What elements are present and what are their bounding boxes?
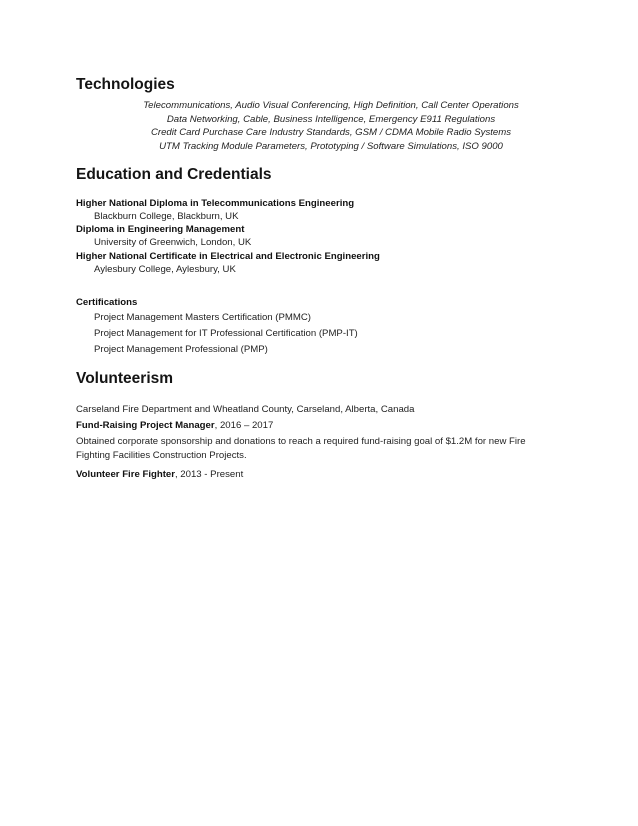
volunteer-role-dates: , 2016 – 2017 [214,420,274,431]
volunteerism-heading: Volunteerism [76,370,174,387]
certifications-heading: Certifications [76,297,138,308]
technologies-line: Data Networking, Cable, Business Intelligence, Emergency E911 Regulations [166,113,496,125]
volunteer-role-fundraising [76,419,273,432]
technologies-line: Telecommunications, Audio Visual Conferencing, High Definition, Call Center Operations [143,100,519,111]
education-heading: Education and Credentials [76,166,272,183]
certification-item: Project Management for IT Professional Certification (PMP-IT) [94,328,358,339]
technologies-list [76,99,586,153]
technologies-line: Credit Card Purchase Care Industry Standards, GSM / CDMA Mobile Radio Systems [150,127,512,139]
volunteer-role-dates: , 2013 - Present [174,469,244,480]
volunteer-role-description: Obtained corporate sponsorship and donations to reach a required fund-raising goal of $1.2M for new Fire [76,436,526,447]
education-item-institution: Blackburn College, Blackburn, UK [94,211,239,222]
education-item-institution: University of Greenwich, London, UK [94,237,252,248]
certification-item: Project Management Masters Certification (PMMC) [94,312,311,323]
volunteer-role-firefighter [76,468,243,481]
education-item-title: Higher National Certificate in Electrical and Electronic Engineering [76,251,380,262]
technologies-heading: Technologies [76,76,175,93]
education-item-title: Higher National Diploma in Telecommunications Engineering [76,198,355,209]
volunteer-role-title: Volunteer Fire Fighter [76,469,175,480]
volunteer-role-title: Fund-Raising Project Manager [76,420,215,431]
education-item-institution: Aylesbury College, Aylesbury, UK [94,264,236,275]
volunteer-organization: Carseland Fire Department and Wheatland County, Carseland, Alberta, Canada [76,404,415,415]
certification-item: Project Management Professional (PMP) [94,344,268,355]
volunteer-role-description: Fighting Facilities Construction Projects. [76,450,247,461]
education-item-title: Diploma in Engineering Management [76,224,245,235]
technologies-line: UTM Tracking Module Parameters, Prototyping / Software Simulations, ISO 9000 [159,140,503,152]
